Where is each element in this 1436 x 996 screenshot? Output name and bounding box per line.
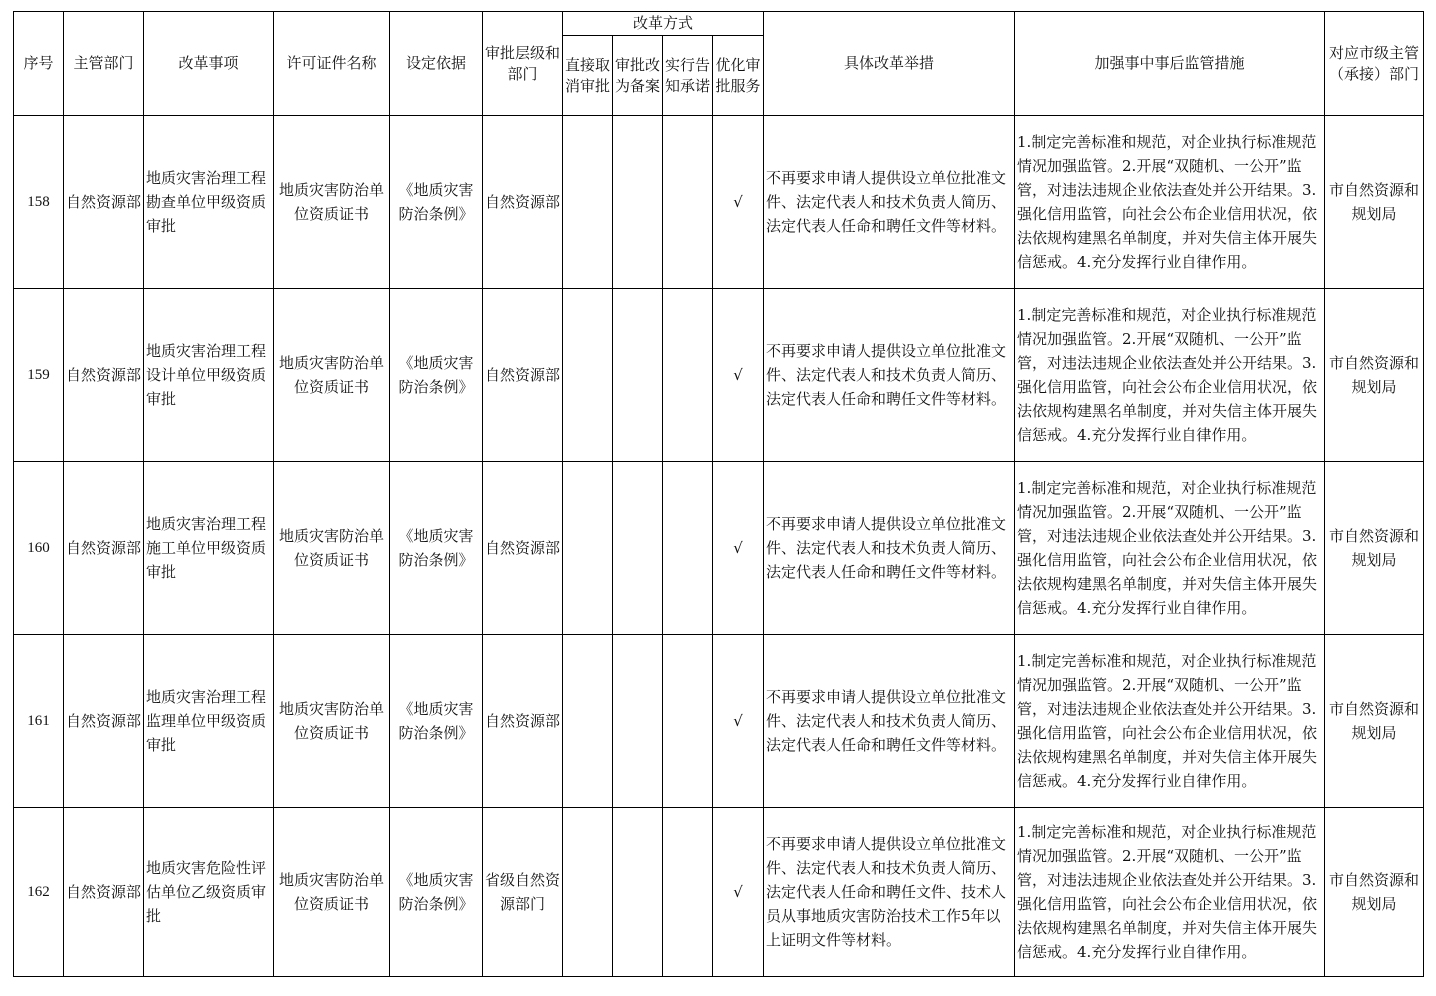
cell-notify-commit: [663, 635, 713, 808]
cell-item: 地质灾害治理工程勘查单位甲级资质审批: [144, 116, 274, 289]
cell-supervision: 1.制定完善标准和规范，对企业执行标准规范情况加强监管。2.开展“双随机、一公开”监管，对违法违规企业依法查处并公开结果。3.强化信用监管，向社会公布企业信用状况，依法依规构建黑名单制度，并对失信主体开展失信惩戒。4.充分发挥行业自律作用。: [1015, 635, 1325, 808]
header-notify-commit: 实行告知承诺: [663, 36, 713, 116]
table-row: [14, 462, 1424, 635]
header-level: 审批层级和部门: [483, 12, 563, 116]
table-row: [14, 808, 1424, 977]
cell-seq: 158: [14, 116, 64, 289]
header-seq: 序号: [14, 12, 64, 116]
header-optimize: 优化审批服务: [713, 36, 764, 116]
cell-city-dept: 市自然资源和规划局: [1325, 289, 1424, 462]
cell-level: 自然资源部: [483, 116, 563, 289]
cell-department: 自然资源部: [64, 289, 144, 462]
cell-supervision: 1.制定完善标准和规范，对企业执行标准规范情况加强监管。2.开展“双随机、一公开”监管，对违法违规企业依法查处并公开结果。3.强化信用监管，向社会公布企业信用状况，依法依规构建黑名单制度，并对失信主体开展失信惩戒。4.充分发挥行业自律作用。: [1015, 116, 1325, 289]
header-measures: 具体改革举措: [764, 12, 1015, 116]
cell-optimize-check: √: [713, 635, 764, 808]
header-to-record: 审批改为备案: [613, 36, 663, 116]
cell-item: 地质灾害治理工程施工单位甲级资质审批: [144, 462, 274, 635]
cell-seq: 162: [14, 808, 64, 977]
cell-measures: 不再要求申请人提供设立单位批准文件、法定代表人和技术负责人简历、法定代表人任命和聘任文件等材料。: [764, 462, 1015, 635]
cell-level: 省级自然资源部门: [483, 808, 563, 977]
cell-department: 自然资源部: [64, 808, 144, 977]
cell-to-record: [613, 462, 663, 635]
cell-basis: 《地质灾害防治条例》: [390, 462, 483, 635]
cell-license: 地质灾害防治单位资质证书: [274, 116, 390, 289]
header-license: 许可证件名称: [274, 12, 390, 116]
cell-level: 自然资源部: [483, 462, 563, 635]
cell-direct-cancel: [563, 635, 613, 808]
cell-notify-commit: [663, 289, 713, 462]
cell-direct-cancel: [563, 808, 613, 977]
cell-to-record: [613, 635, 663, 808]
cell-basis: 《地质灾害防治条例》: [390, 635, 483, 808]
cell-level: 自然资源部: [483, 635, 563, 808]
cell-city-dept: 市自然资源和规划局: [1325, 635, 1424, 808]
cell-license: 地质灾害防治单位资质证书: [274, 808, 390, 977]
header-basis: 设定依据: [390, 12, 483, 116]
header-supervision: 加强事中事后监管措施: [1015, 12, 1325, 116]
table-row: [14, 116, 1424, 289]
cell-basis: 《地质灾害防治条例》: [390, 808, 483, 977]
cell-to-record: [613, 289, 663, 462]
cell-measures: 不再要求申请人提供设立单位批准文件、法定代表人和技术负责人简历、法定代表人任命和聘任文件、技术人员从事地质灾害防治技术工作5年以上证明文件等材料。: [764, 808, 1015, 977]
cell-supervision: 1.制定完善标准和规范，对企业执行标准规范情况加强监管。2.开展“双随机、一公开”监管，对违法违规企业依法查处并公开结果。3.强化信用监管，向社会公布企业信用状况，依法依规构建黑名单制度，并对失信主体开展失信惩戒。4.充分发挥行业自律作用。: [1015, 289, 1325, 462]
header-item: 改革事项: [144, 12, 274, 116]
cell-department: 自然资源部: [64, 635, 144, 808]
header-city-dept: 对应市级主管（承接）部门: [1325, 12, 1424, 116]
cell-notify-commit: [663, 116, 713, 289]
cell-notify-commit: [663, 462, 713, 635]
cell-direct-cancel: [563, 289, 613, 462]
header-reform-method: 改革方式: [563, 12, 764, 36]
cell-direct-cancel: [563, 116, 613, 289]
table-row: [14, 635, 1424, 808]
table-header: [14, 12, 1424, 116]
header-direct-cancel: 直接取消审批: [563, 36, 613, 116]
cell-department: 自然资源部: [64, 116, 144, 289]
reform-table: [13, 11, 1424, 977]
cell-supervision: 1.制定完善标准和规范，对企业执行标准规范情况加强监管。2.开展“双随机、一公开”监管，对违法违规企业依法查处并公开结果。3.强化信用监管，向社会公布企业信用状况，依法依规构建黑名单制度，并对失信主体开展失信惩戒。4.充分发挥行业自律作用。: [1015, 808, 1325, 977]
cell-optimize-check: √: [713, 462, 764, 635]
cell-item: 地质灾害危险性评估单位乙级资质审批: [144, 808, 274, 977]
header-department: 主管部门: [64, 12, 144, 116]
cell-to-record: [613, 808, 663, 977]
cell-optimize-check: √: [713, 808, 764, 977]
cell-direct-cancel: [563, 462, 613, 635]
cell-item: 地质灾害治理工程设计单位甲级资质审批: [144, 289, 274, 462]
cell-basis: 《地质灾害防治条例》: [390, 116, 483, 289]
cell-measures: 不再要求申请人提供设立单位批准文件、法定代表人和技术负责人简历、法定代表人任命和聘任文件等材料。: [764, 635, 1015, 808]
cell-notify-commit: [663, 808, 713, 977]
cell-city-dept: 市自然资源和规划局: [1325, 808, 1424, 977]
cell-city-dept: 市自然资源和规划局: [1325, 116, 1424, 289]
cell-measures: 不再要求申请人提供设立单位批准文件、法定代表人和技术负责人简历、法定代表人任命和聘任文件等材料。: [764, 289, 1015, 462]
cell-city-dept: 市自然资源和规划局: [1325, 462, 1424, 635]
cell-to-record: [613, 116, 663, 289]
cell-level: 自然资源部: [483, 289, 563, 462]
cell-supervision: 1.制定完善标准和规范，对企业执行标准规范情况加强监管。2.开展“双随机、一公开”监管，对违法违规企业依法查处并公开结果。3.强化信用监管，向社会公布企业信用状况，依法依规构建黑名单制度，并对失信主体开展失信惩戒。4.充分发挥行业自律作用。: [1015, 462, 1325, 635]
cell-seq: 160: [14, 462, 64, 635]
cell-optimize-check: √: [713, 289, 764, 462]
table-row: [14, 289, 1424, 462]
cell-license: 地质灾害防治单位资质证书: [274, 635, 390, 808]
cell-seq: 161: [14, 635, 64, 808]
cell-basis: 《地质灾害防治条例》: [390, 289, 483, 462]
cell-item: 地质灾害治理工程监理单位甲级资质审批: [144, 635, 274, 808]
cell-license: 地质灾害防治单位资质证书: [274, 462, 390, 635]
table-body: [14, 116, 1424, 977]
cell-license: 地质灾害防治单位资质证书: [274, 289, 390, 462]
cell-department: 自然资源部: [64, 462, 144, 635]
cell-optimize-check: √: [713, 116, 764, 289]
cell-measures: 不再要求申请人提供设立单位批准文件、法定代表人和技术负责人简历、法定代表人任命和聘任文件等材料。: [764, 116, 1015, 289]
cell-seq: 159: [14, 289, 64, 462]
